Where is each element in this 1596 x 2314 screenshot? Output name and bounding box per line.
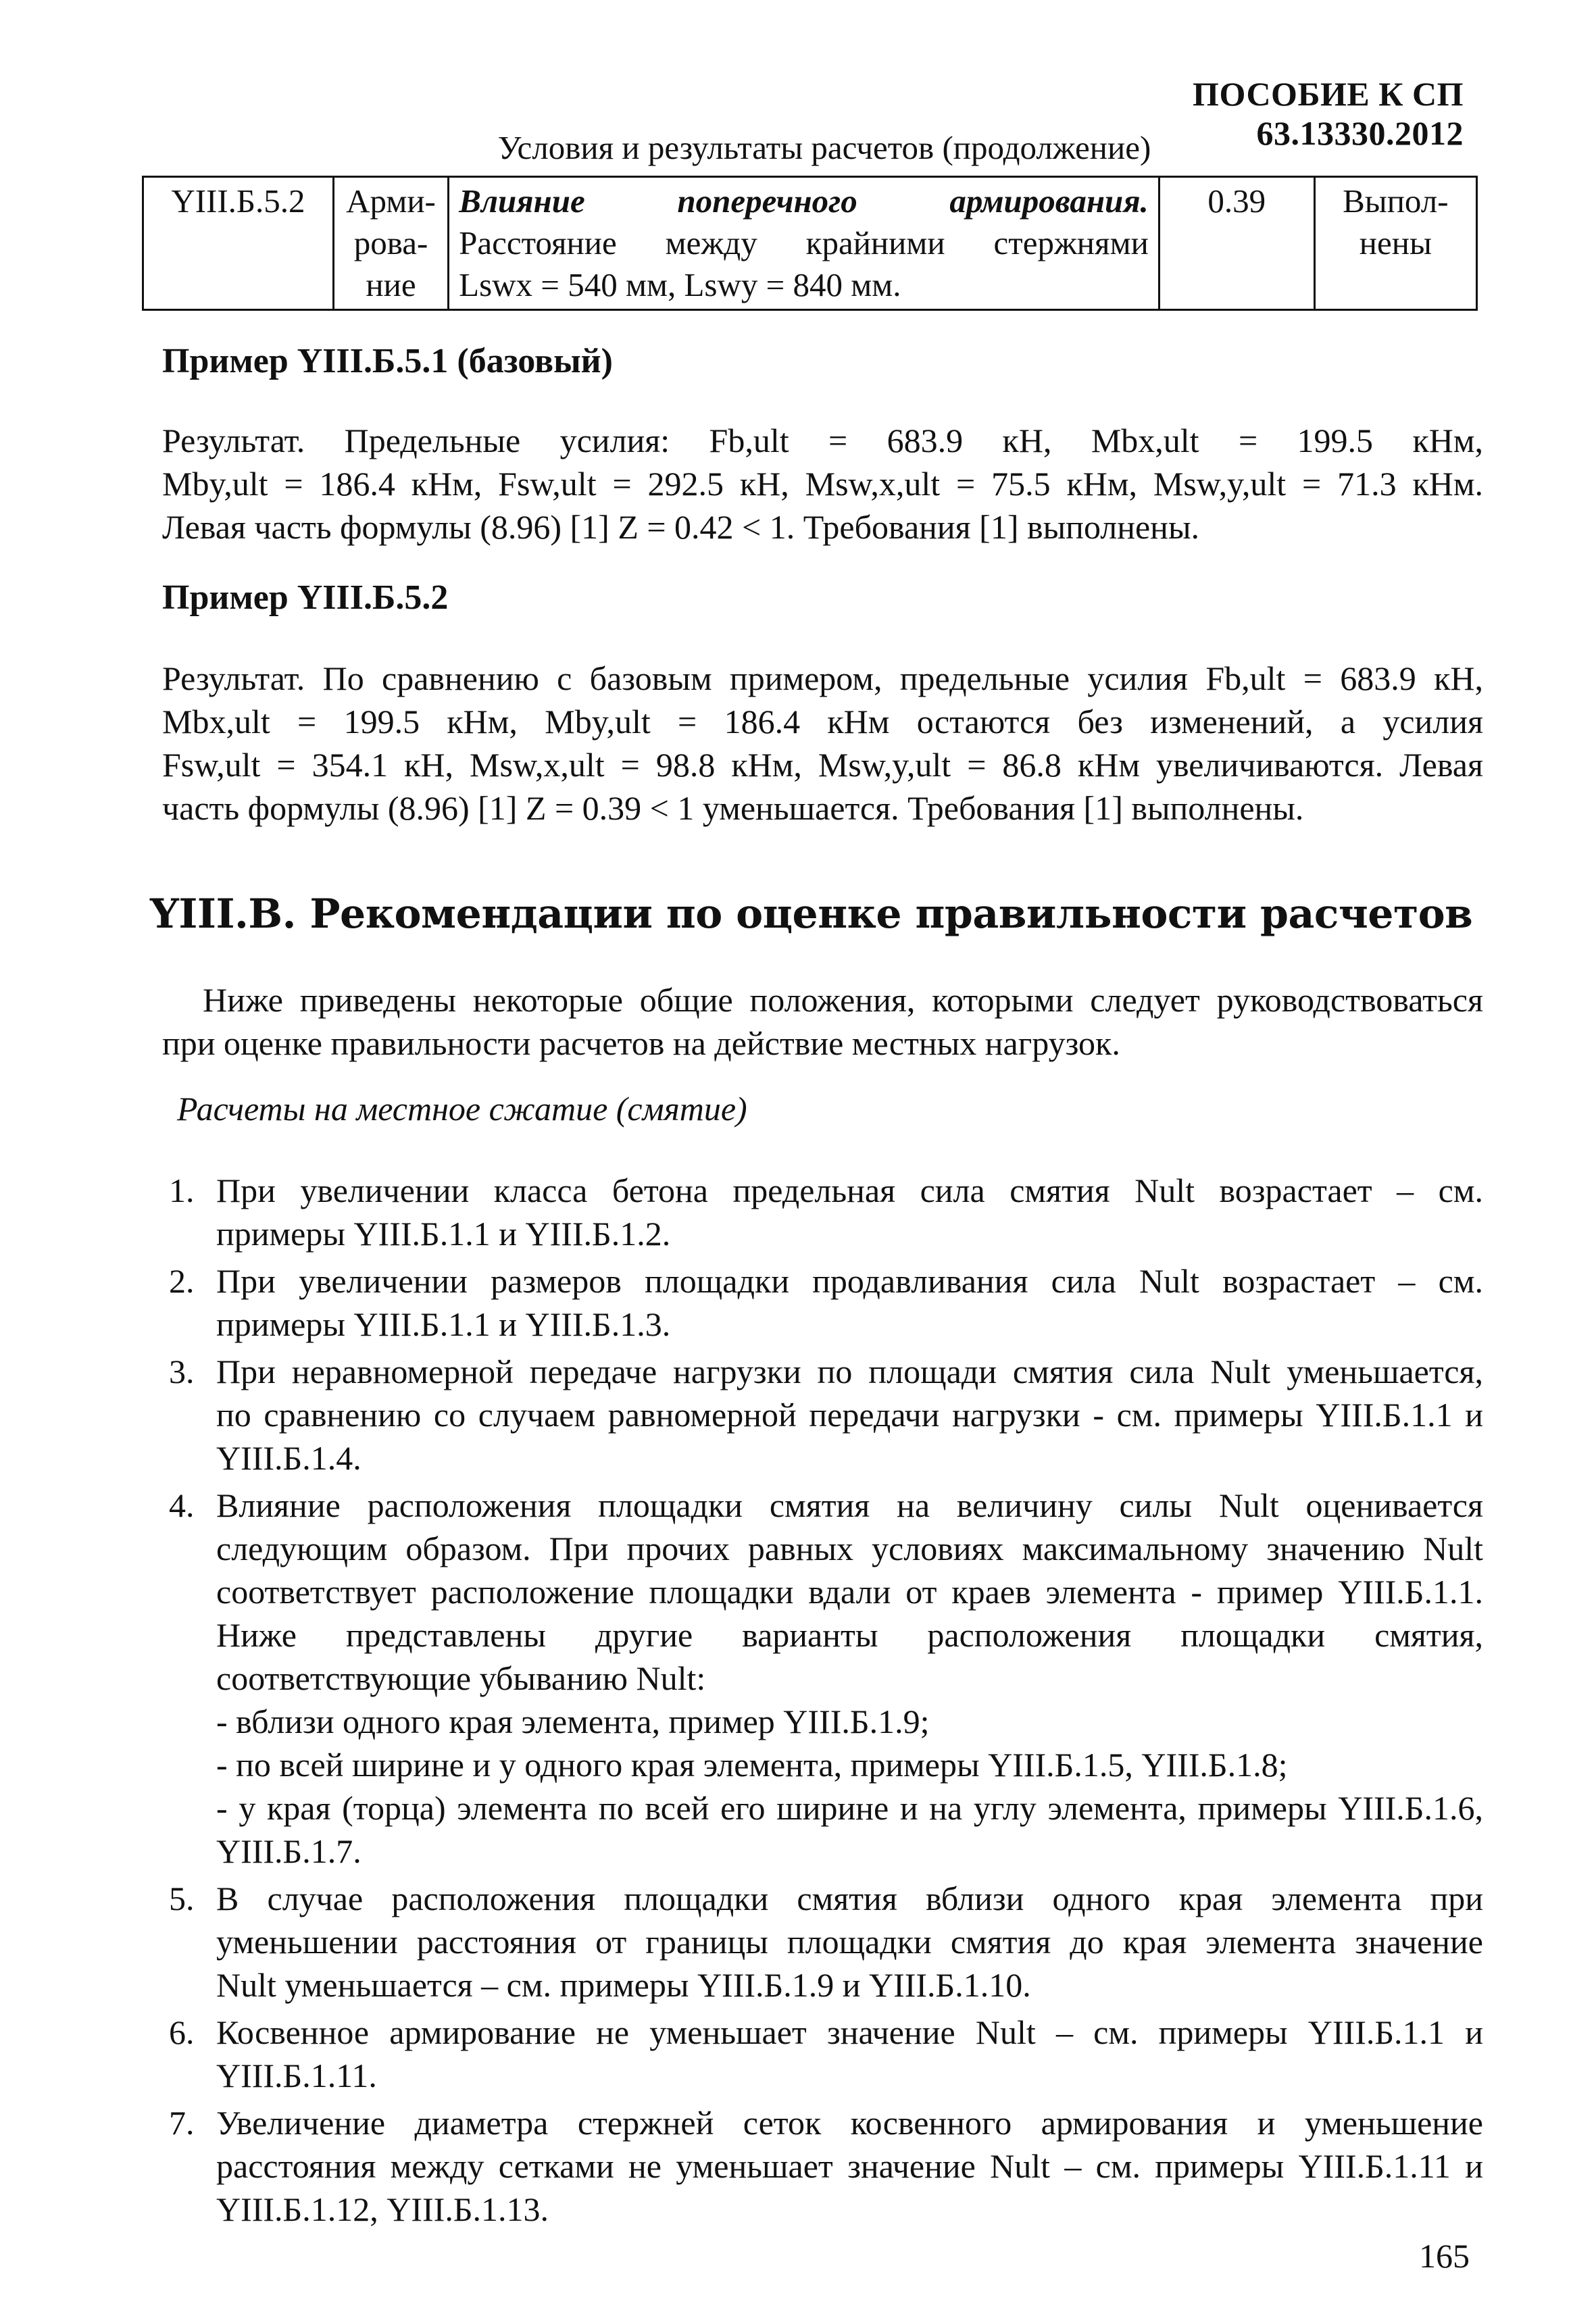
item-line: - у края (торца) элемента по всей его ширине и на углу элемента, примеры YIII.Б.1.6, bbox=[216, 1789, 1483, 1827]
item-line: YIII.Б.1.12, YIII.Б.1.13. bbox=[216, 2190, 549, 2228]
item-line: примеры YIII.Б.1.1 и YIII.Б.1.2. bbox=[216, 1215, 671, 1253]
recommendations-list bbox=[162, 1169, 1483, 2231]
example-2-title: Пример YIII.Б.5.2 bbox=[162, 578, 449, 617]
item-line: Влияние расположения площадки смятия на величину силы Nult оценивается bbox=[216, 1486, 1483, 1524]
item-number: 5. bbox=[169, 1880, 195, 1917]
item-line: Nult уменьшается – см. примеры YIII.Б.1.9 и YIII.Б.1.10. bbox=[216, 1966, 1031, 2004]
item-line: YIII.Б.1.11. bbox=[216, 2057, 377, 2094]
item-line: В случае расположения площадки смятия вблизи одного края элемента при bbox=[216, 1880, 1483, 1917]
result-line: Mbx,ult = 199.5 кНм, Mby,ult = 186.4 кНм остаются без изменений, а усилия bbox=[162, 703, 1483, 740]
intro-line: Ниже приведены некоторые общие положения, которыми следует руководствоваться bbox=[203, 981, 1483, 1019]
item-number: 4. bbox=[169, 1486, 195, 1524]
section-intro bbox=[162, 978, 1483, 1065]
cell-example-id: YIII.Б.5.2 bbox=[143, 177, 334, 310]
running-header: ПОСОБИЕ К СП 63.13330.2012 bbox=[1193, 75, 1464, 152]
section-heading: YIII.B. Рекомендации по оценке правильности расчетов bbox=[150, 890, 1473, 938]
result-line: Левая часть формулы (8.96) [1] Z = 0.42 < 1. Требования [1] выполнены. bbox=[162, 508, 1200, 546]
item-line: Косвенное армирование не уменьшает значение Nult – см. примеры YIII.Б.1.1 и bbox=[216, 2013, 1483, 2051]
category-line: рова- bbox=[353, 224, 428, 261]
results-table bbox=[142, 176, 1478, 311]
item-number: 2. bbox=[169, 1262, 195, 1300]
category-line: Арми- bbox=[346, 182, 436, 220]
item-number: 7. bbox=[169, 2104, 195, 2142]
item-line: При увеличении класса бетона предельная сила смятия Nult возрастает – см. bbox=[216, 1172, 1483, 1209]
item-line: При увеличении размеров площадки продавливания сила Nult возрастает – см. bbox=[216, 1262, 1483, 1300]
list-item bbox=[162, 1169, 1483, 1255]
item-line: Увеличение диаметра стержней сеток косвенного армирования и уменьшение bbox=[216, 2104, 1483, 2142]
item-line: - по всей ширине и у одного края элемента, примеры YIII.Б.1.5, YIII.Б.1.8; bbox=[216, 1746, 1288, 1784]
example-1-result bbox=[162, 419, 1483, 549]
conditions-line: Lswx = 540 мм, Lswy = 840 мм. bbox=[459, 266, 901, 303]
example-2-result bbox=[162, 657, 1483, 830]
subsection-title: Расчеты на местное сжатие (смятие) bbox=[177, 1090, 747, 1128]
conditions-line: Расстояние между крайними стержнями bbox=[459, 224, 1149, 261]
result-line: Mby,ult = 186.4 кНм, Fsw,ult = 292.5 кН, Msw,x,ult = 75.5 кНм, Msw,y,ult = 71.3 кНм. bbox=[162, 465, 1483, 503]
result-line: Результат. Предельные усилия: Fb,ult = 683.9 кН, Mbx,ult = 199.5 кНм, bbox=[162, 422, 1483, 459]
item-line: по сравнению со случаем равномерной передачи нагрузки - см. примеры YIII.Б.1.1 и bbox=[216, 1396, 1483, 1434]
item-line: примеры YIII.Б.1.1 и YIII.Б.1.3. bbox=[216, 1305, 671, 1343]
item-line: расстояния между сетками не уменьшает значение Nult – см. примеры YIII.Б.1.11 и bbox=[216, 2147, 1483, 2185]
category-line: ние bbox=[366, 266, 416, 303]
item-number: 6. bbox=[169, 2013, 195, 2051]
cell-value: 0.39 bbox=[1159, 177, 1314, 310]
status-line: Выпол- bbox=[1343, 182, 1449, 220]
result-line: Результат. По сравнению с базовым примером, предельные усилия Fb,ult = 683.9 кН, bbox=[162, 659, 1483, 697]
example-1-title: Пример YIII.Б.5.1 (базовый) bbox=[162, 342, 613, 380]
table-caption: Условия и результаты расчетов (продолжение) bbox=[497, 129, 1151, 166]
item-number: 1. bbox=[169, 1172, 195, 1209]
item-number: 3. bbox=[169, 1353, 195, 1390]
cell-conditions bbox=[449, 177, 1159, 310]
item-line: соответствующие убыванию Nult: bbox=[216, 1659, 706, 1697]
item-line: соответствует расположение площадки вдали от краев элемента - пример YIII.Б.1.1. bbox=[216, 1573, 1483, 1611]
result-line: Fsw,ult = 354.1 кН, Msw,x,ult = 98.8 кНм, Msw,y,ult = 86.8 кНм увеличиваются. Левая bbox=[162, 746, 1483, 784]
list-item bbox=[162, 1259, 1483, 1346]
list-item bbox=[162, 1877, 1483, 2007]
item-line: - вблизи одного края элемента, пример YIII.Б.1.9; bbox=[216, 1703, 930, 1740]
item-line: следующим образом. При прочих равных условиях максимальному значению Nult bbox=[216, 1530, 1483, 1567]
conditions-title: Влияние поперечного армирования. bbox=[459, 182, 1149, 220]
item-line: При неравномерной передаче нагрузки по площади смятия сила Nult уменьшается, bbox=[216, 1353, 1483, 1390]
result-line: часть формулы (8.96) [1] Z = 0.39 < 1 уменьшается. Требования [1] выполнены. bbox=[162, 789, 1304, 827]
item-line: YIII.Б.1.7. bbox=[216, 1832, 361, 1870]
table-row bbox=[143, 177, 1477, 310]
list-item bbox=[162, 1350, 1483, 1480]
cell-status bbox=[1314, 177, 1476, 310]
list-item bbox=[162, 2011, 1483, 2097]
list-item bbox=[162, 2101, 1483, 2231]
item-line: Ниже представлены другие варианты расположения площадки смятия, bbox=[216, 1616, 1483, 1654]
cell-category bbox=[333, 177, 448, 310]
status-line: нены bbox=[1359, 224, 1432, 261]
page-number: 165 bbox=[1419, 2237, 1470, 2275]
intro-line: при оценке правильности расчетов на действие местных нагрузок. bbox=[162, 1024, 1120, 1062]
item-line: YIII.Б.1.4. bbox=[216, 1439, 361, 1477]
list-item bbox=[162, 1484, 1483, 1873]
item-line: уменьшении расстояния от границы площадки смятия до края элемента значение bbox=[216, 1923, 1483, 1961]
